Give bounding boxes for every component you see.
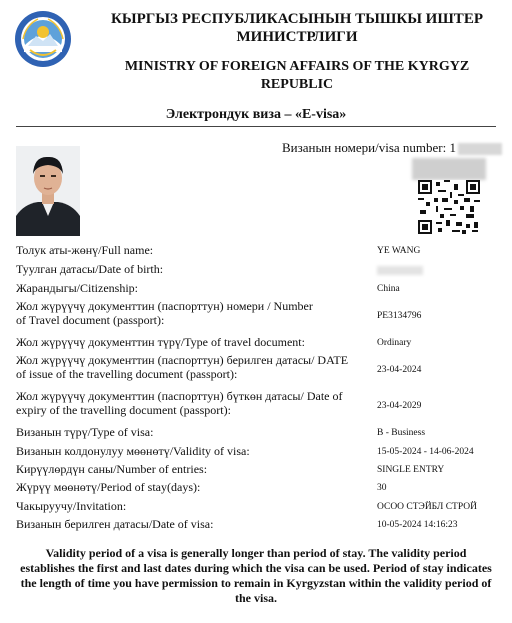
header-divider xyxy=(16,126,496,127)
document-subtitle: Электрондук виза – «E-visa» xyxy=(165,107,347,122)
field-value: SINGLE ENTRY xyxy=(377,465,445,475)
field-label: Визанын колдонулуу мөөнөтү/Validity of visa: xyxy=(16,444,250,458)
field-label: Жол жүрүүчү документтин (паспорттун) бүткөн датасы/ Date of expiry of the travelling document (passport): xyxy=(16,389,343,417)
field-label: Визанын түрү/Type of visa: xyxy=(16,425,154,439)
qr-area xyxy=(412,158,486,234)
field-value: B - Business xyxy=(377,428,426,438)
field-label: Чакыруучу/Invitation: xyxy=(16,499,127,513)
field-label: Жол жүрүүчү документтин (паспорттун) берилген датасы/ DATE of issue of the travelling document (passport): xyxy=(16,353,349,381)
field-label: Жол жүрүүчү документтин түрү/Type of travel document: xyxy=(16,335,305,349)
field-value: 30 xyxy=(377,483,387,493)
field-value: YE WANG xyxy=(377,246,421,256)
field-value: 15-05-2024 - 14-06-2024 xyxy=(377,447,474,457)
validity-note: Validity period of a visa is generally longer than period of stay. The validity period establishes the first and last dates during which the visa can be used. Period of stay indicates the length of time you have permission to remain in Kyrgyzstan within the validity period of the visa. xyxy=(20,546,492,605)
field-label: Визанын берилген датасы/Date of visa: xyxy=(16,517,214,531)
field-value: 23-04-2024 xyxy=(377,365,422,375)
field-value-redacted xyxy=(377,266,423,275)
field-label: Жол жүрүүчү документтин (паспорттун) номери / Number of Travel document (passport): xyxy=(16,299,313,327)
field-label: Кирүүлөрдүн саны/Number of entries: xyxy=(16,462,208,476)
qr-code-icon xyxy=(418,180,480,234)
kyrgyz-state-emblem-icon xyxy=(14,10,72,68)
field-label: Толук аты-жөнү/Full name: xyxy=(16,243,154,257)
visa-number-redacted xyxy=(458,143,502,155)
visa-number-label: Визанын номери/visa number: 1 xyxy=(282,140,456,155)
qr-redacted xyxy=(412,158,486,180)
field-value: 23-04-2029 xyxy=(377,401,422,411)
field-label: Жүрүү мөөнөтү/Period of stay(days): xyxy=(16,480,201,494)
ministry-title-kyrgyz: КЫРГЫЗ РЕСПУБЛИКАСЫНЫН ТЫШКЫ ИШТЕР МИНИСТРЛИГИ xyxy=(111,11,483,45)
applicant-photo xyxy=(16,146,80,236)
field-label: Туулган датасы/Date of birth: xyxy=(16,262,164,276)
field-value: 10-05-2024 14:16:23 xyxy=(377,520,458,530)
visa-number xyxy=(282,140,502,156)
field-value: China xyxy=(377,284,400,294)
field-value: ОСОО СТЭЙБЛ СТРОЙ xyxy=(377,502,477,512)
ministry-title-english: MINISTRY OF FOREIGN AFFAIRS OF THE KYRGYZ REPUBLIC xyxy=(124,59,470,92)
field-value: Ordinary xyxy=(377,338,412,348)
field-value: PE3134796 xyxy=(377,311,422,321)
field-label: Жарандыгы/Citizenship: xyxy=(16,281,139,295)
